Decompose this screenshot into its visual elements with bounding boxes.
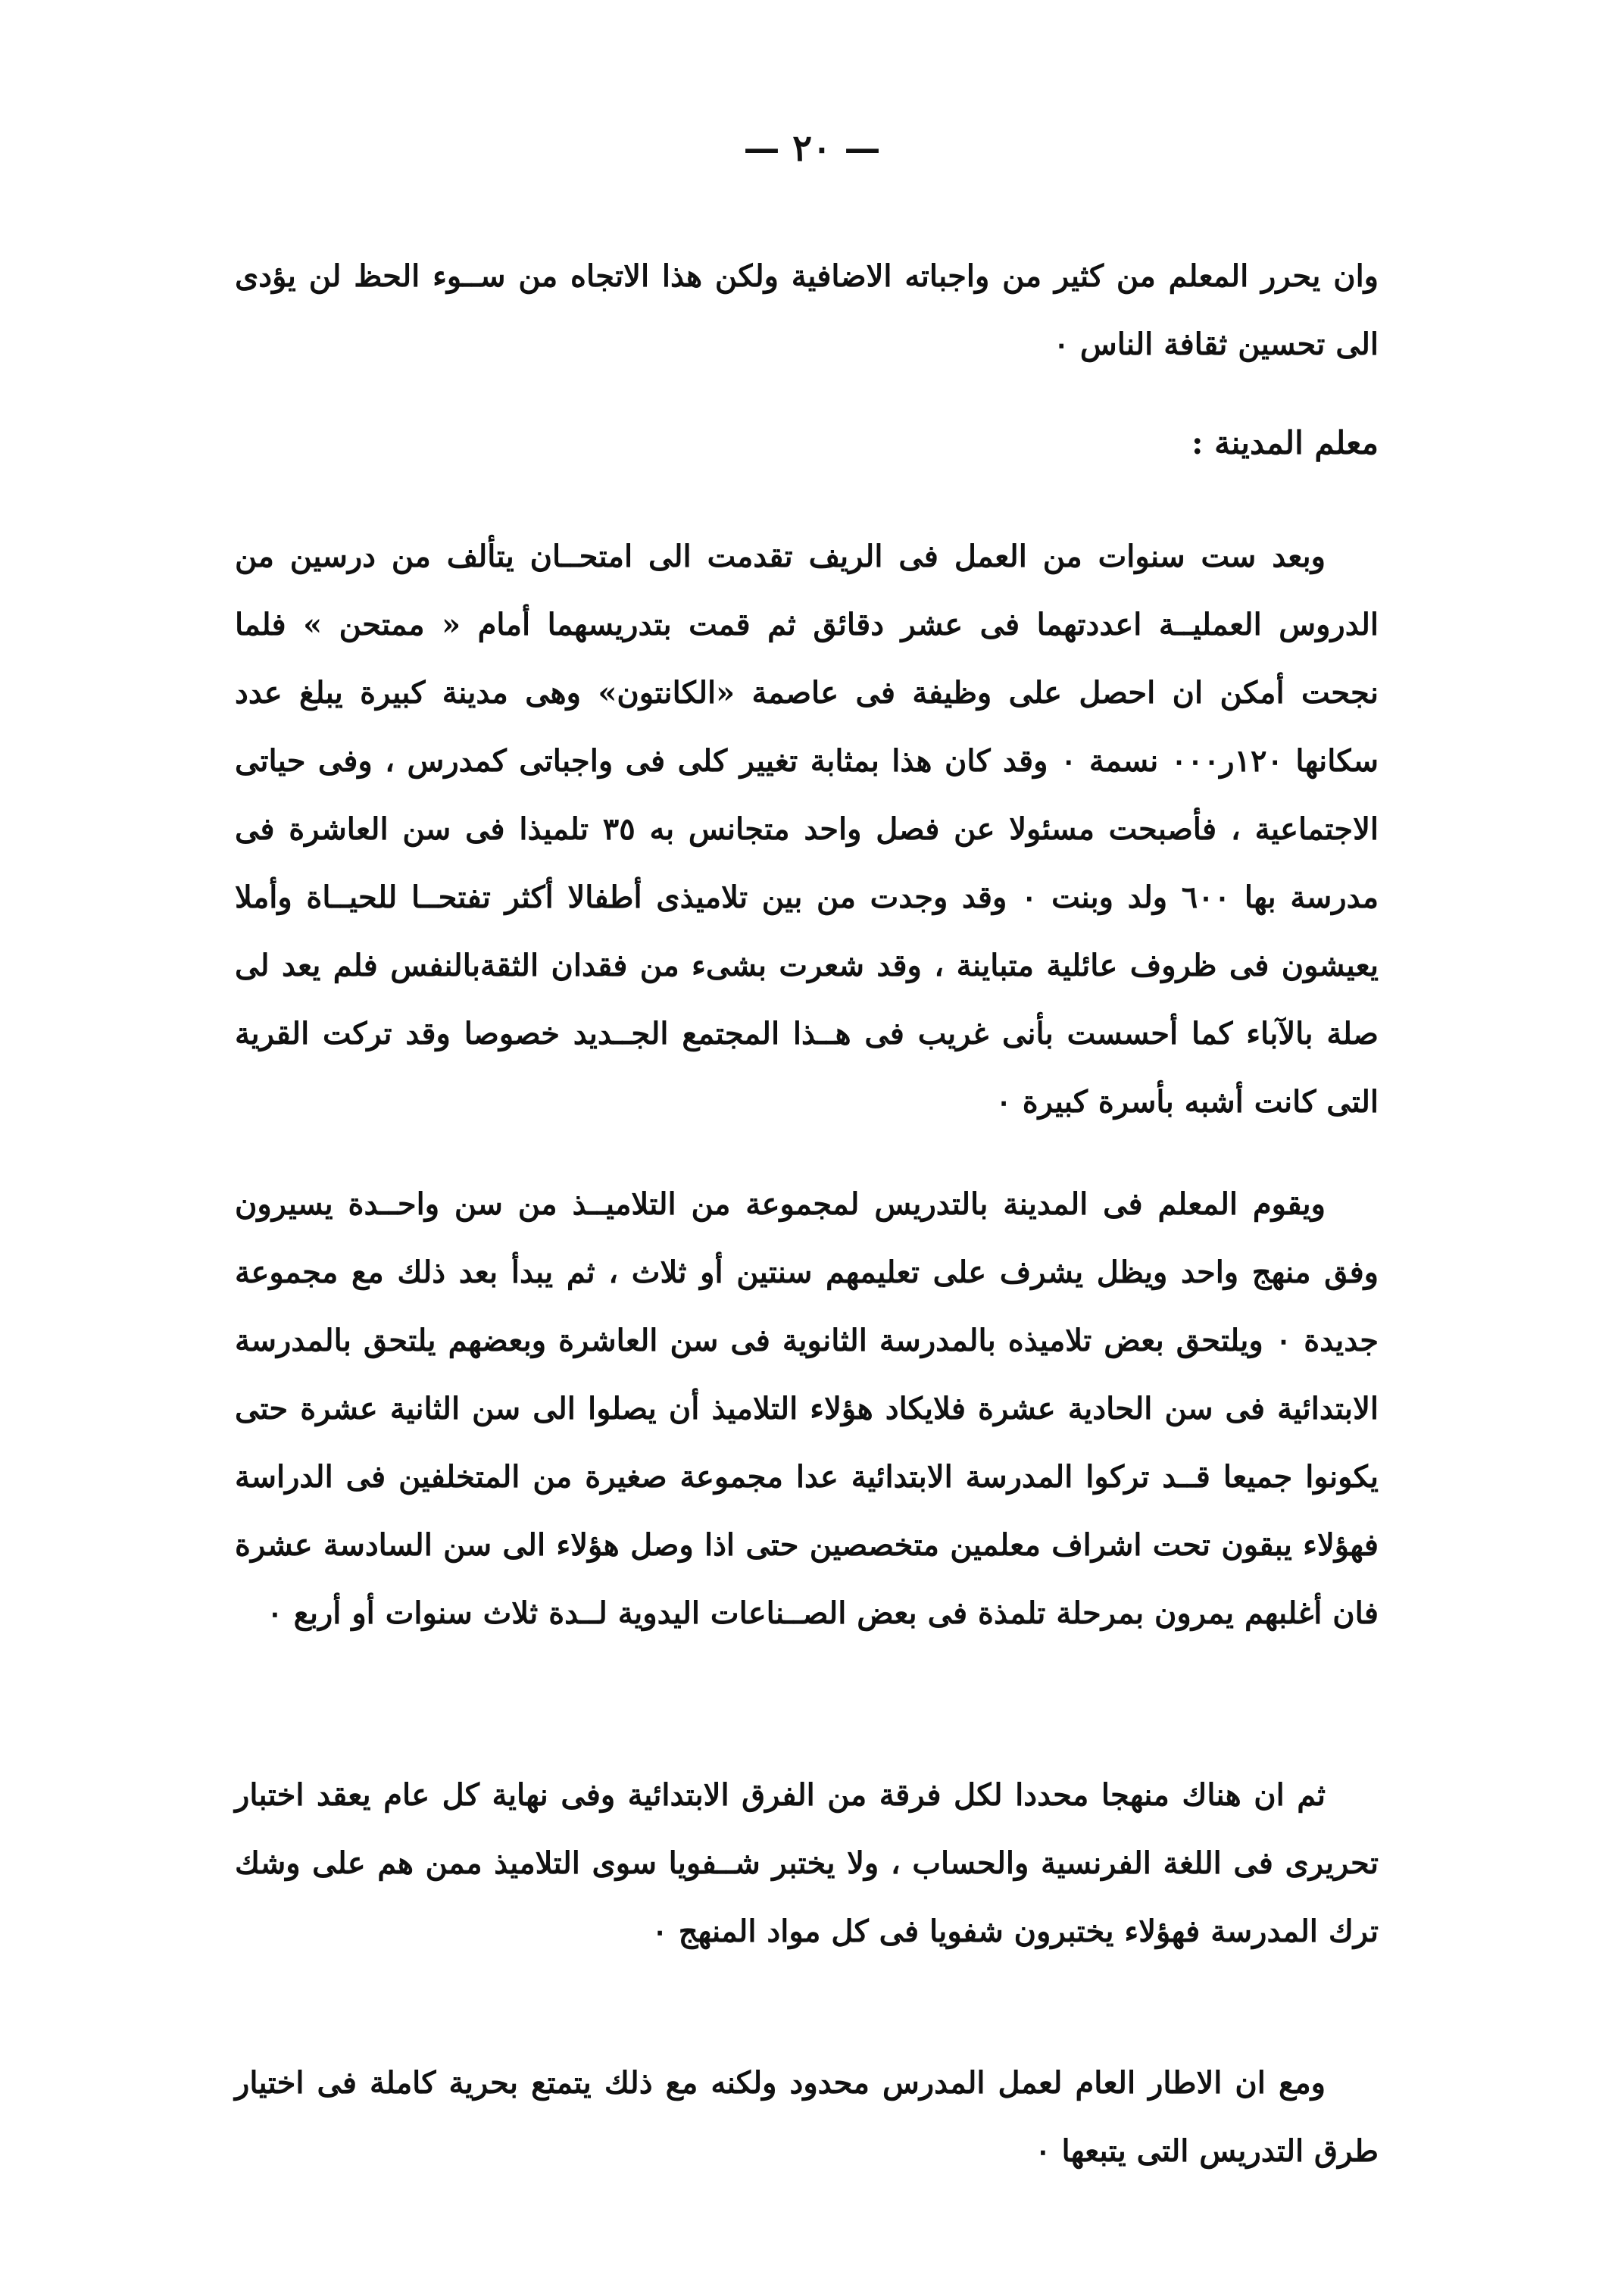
paragraph-intro: وان يحرر المعلم من كثير من واجباته الاضافية ولكن هذا الاتجاه من ســوء الحظ لن يؤدى الى تحسين ثقافة الناس ٠: [235, 258, 1379, 362]
page-number: — ٢٠ —: [743, 127, 881, 170]
paragraph-3: ثم ان هناك منهجا محددا لكل فرقة من الفرق الابتدائية وفى نهاية كل عام يعقد اختبار تحريرى فى اللغة الفرنسية والحساب ، ولا يختبر شــفويا سوى التلاميذ ممن هم على وشك ترك المدرسة فهؤلاء يختبرون شفويا فى كل مواد المنهج ٠: [235, 1777, 1379, 1949]
paragraph-2: ويقوم المعلم فى المدينة بالتدريس لمجموعة من التلاميــذ من سن واحــدة يسيرون وفق منهج واحد ويظل يشرف على تعليمهم سنتين أو ثلاث ، ثم يبدأ بعد ذلك مع مجموعة جديدة ٠ ويلتحق بعض تلاميذه بالمدرسة الثانوية فى سن العاشرة وبعضهم يلتحق بالمدرسة الابتدائية فى سن الحادية عشرة فلايكاد هؤلاء التلاميذ أن يصلوا الى سن الثانية عشرة حتى يكونوا جميعا قــد تركوا المدرسة الابتدائية عدا مجموعة صغيرة من المتخلفين فى الدراسة فهؤلاء يبقون تحت اشراف معلمين متخصصين حتى اذا وصل هؤلاء الى سن السادسة عشرة فان أغلبهم يمرون بمرحلة تلمذة فى بعض الصــناعات اليدوية لــدة ثلاث سنوات أو أربع ٠: [235, 1186, 1379, 1631]
paragraph-1: وبعد ست سنوات من العمل فى الريف تقدمت الى امتحــان يتألف من درسين من الدروس العمليــة اعددتهما فى عشر دقائق ثم قمت بتدريسهما أمام « ممتحن » فلما نجحت أمكن ان احصل على وظيفة فى عاصمة «الكانتون» وهى مدينة كبيرة يبلغ عدد سكانها ١٢٠ر٠٠٠ نسمة ٠ وقد كان هذا بمثابة تغيير كلى فى واجباتى كمدرس ، وفى حياتى الاجتماعية ، فأصبحت مسئولا عن فصل واحد متجانس به ٣٥ تلميذا فى سن العاشرة فى مدرسة بها ٦٠٠ ولد وبنت ٠ وقد وجدت من بين تلاميذى أطفالا أكثر تفتحــا للحيــاة وأملا يعيشون فى ظروف عائلية متباينة ، وقد شعرت بشىء من فقدان الثقةبالنفس فلم يعد لى صلة بالآباء كما أحسست بأنى غريب فى هــذا المجتمع الجــديد خصوصا وقد تركت القرية التى كانت أشبه بأسرة كبيرة ٠: [235, 539, 1379, 1120]
section-heading: معلم المدينة :: [1191, 424, 1379, 461]
paragraph-4: ومع ان الاطار العام لعمل المدرس محدود ولكنه مع ذلك يتمتع بحرية كاملة فى اختيار طرق التدريس التى يتبعها ٠: [235, 2065, 1379, 2169]
